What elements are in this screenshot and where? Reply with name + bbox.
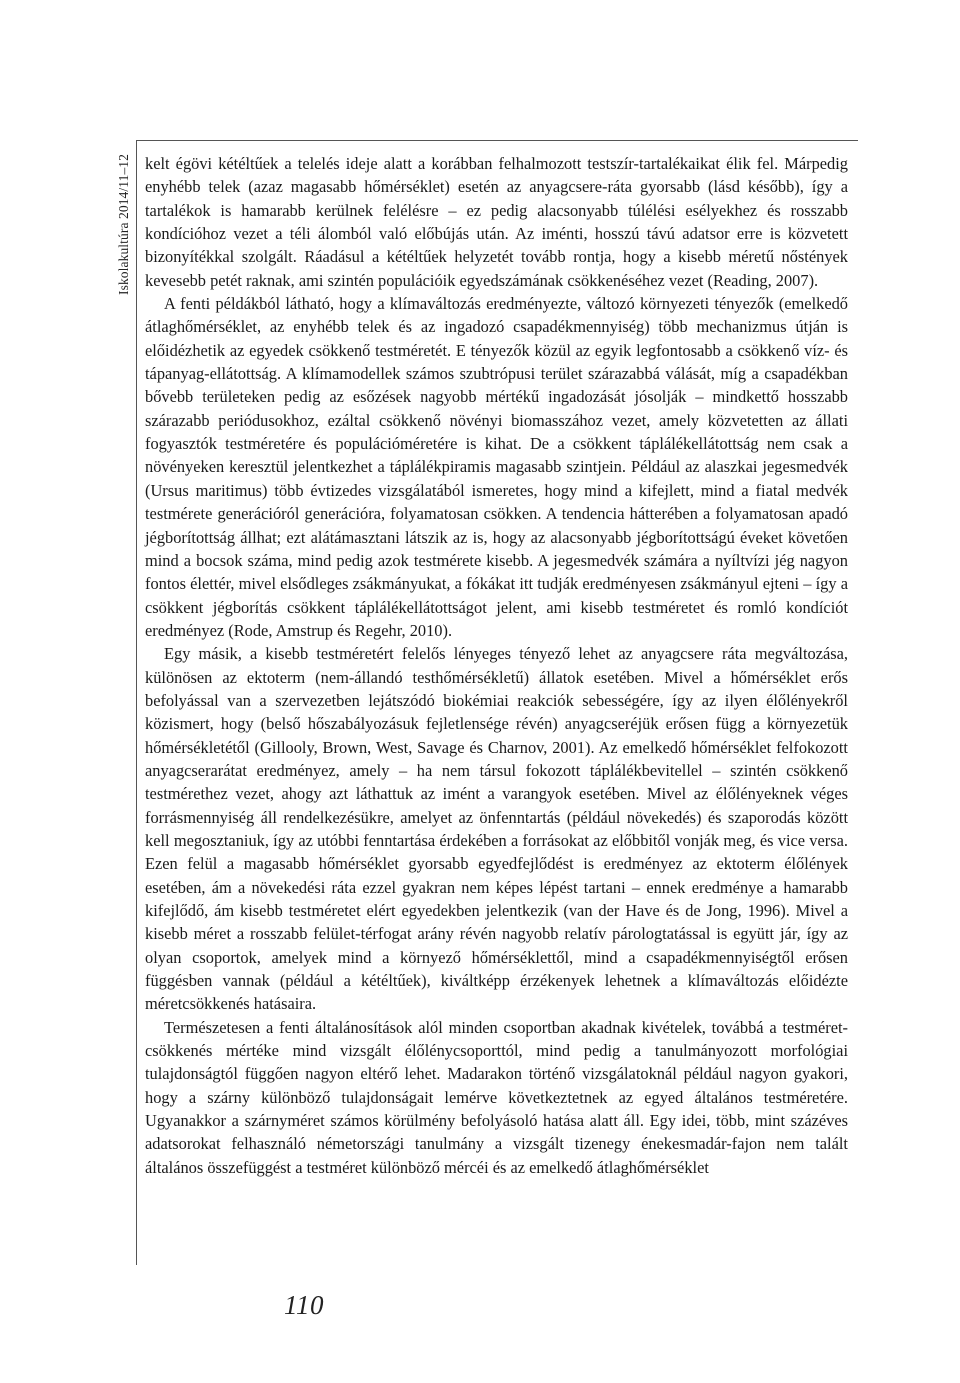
paragraph: kelt égövi kétéltűek a telelés ideje alatt a korábban felhalmozott testszír-tartalékaikat élik fel. Márpedig enyhébb telek (azaz magasabb hőmérséklet) esetén az anyagcsere-ráta gyorsabb (lásd később), így a tartalékok is hamarabb kerülnek felélésre – ez pedig alacsonyabb túlélési esélyekhez és rosszabb kondícióhoz vezet a téli álomból való előbújás után. Az iménti, hosszú távú adatsor erre is közvetett bizonyítékkal szolgált. Ráadásul a kétéltűek helyzetét tovább rontja, hogy a kisebb méretű nőstények kevesebb petét raknak, ami szintén populációik egyedszámának csökkenéséhez vezet (Reading, 2007). [145, 154, 848, 290]
running-head: Iskolakultúra 2014/11–12 [116, 153, 131, 295]
paragraph: A fenti példákból látható, hogy a klímaváltozás eredményezte, változó környezeti tényezők (emelkedő átlaghőmérséklet, az enyhébb telek és az ingadozó csapadékmennyiség) több mechanizmus útján is előidézhetik az egyedek csökkenő testméretét. E tényezők közül az egyik legfontosabb a csökkenő víz- és tápanyag-ellátottság. A klímamodellek számos szubtrópusi terület szárazabbá válását, míg a csapadékban bővebb területeken pedig az esőzések nagyobb mértékű ingadozását jósolják – mindkettő hosszabb szárazabb periódusokhoz, ezáltal csökkenő növényi biomasszához vezet, amely közvetetten az állati fogyasztók testméretére és populációméretére is kihat. De a csökkent táplálékellátottság nem csak a növényeken keresztül jelentkezhet a táplálékpiramis magasabb szintjein. Például az alaszkai jegesmedvék (Ursus maritimus) több évtizedes vizsgálatából ismeretes, hogy mind a kifejlett, mind a fiatal medvék testmérete generációról generációra, folyamatosan csökken. A tendencia hátterében a folyamatosan apadó jégborítottság állhat; ezt alátámasztani látszik az is, hogy az alacsonyabb jégborítottságú éveket követően mind a bocsok száma, mind pedig azok testmérete kisebb. A jegesmedvék számára a nyíltvízi jég nagyon fontos élettér, mivel elsődleges zsákmányukat, a fókákat itt tudják eredményesen zsákmányul ejteni – így a csökkent jégborítás csökkent táplálékellátottságot jelent, ami kisebb testméretet és romló kondíciót eredményez (Rode, Amstrup és Regehr, 2010). [145, 294, 848, 640]
page-number: 110 [284, 1290, 324, 1320]
paragraph: Egy másik, a kisebb testméretért felelős lényeges tényező lehet az anyagcsere ráta megváltozása, különösen az ektoterm (nem-állandó testhőmérsékletű) állatok esetében. Mivel a hőmérséklet erős befolyással van a szervezetben lejátszódó biokémiai reakciók sebességére, így az ilyen élőlényekről közismert, hogy (belső hőszabályozásuk fejletlensége révén) anyagcseréjük erősen függ a környezetük hőmérsékletétől (Gillooly, Brown, West, Savage és Charnov, 2001). Az emelkedő hőmérséklet felfokozott anyagcserarátat eredményez, amely – ha nem társul fokozott táplálékbevitellel – szintén csökkenő testmérethez vezet, ahogy azt láthattuk az imént a varangyok esetében. Mivel az élőlényeknek véges forrásmennyiség áll rendelkezésükre, amelyet az önfenntartás (például növekedés) és szaporodás között kell megosztaniuk, így az utóbbi fenntartása érdekében a forrásokat az előbbitől vonják meg, és vice versa. Ezen felül a magasabb hőmérséklet gyorsabb egyedfejlődést is eredményez az ektoterm élőlények esetében, ám a növekedési ráta ezzel gyakran nem képes lépést tartani – ennek eredménye a hamarabb kifejlődő, ám kisebb testméretet elért egyedekben jelentkezik (van der Have és de Jong, 1996). Mivel a kisebb méret a rosszabb felület-térfogat arány révén nagyobb relatív párologtatással is együtt jár, így az olyan csoportok, amelyek mind a környező hőmérséklettől, mind a csapadékmennyiségtől erősen függésben vannak (például a kétéltűek), kiváltképp érzékenyek lehetnek a klímaváltozás előidézte méretcsökkenés hatásaira. [145, 644, 848, 1014]
body-text [145, 152, 848, 1179]
top-rule [136, 140, 858, 141]
paragraph: Természetesen a fenti általánosítások alól minden csoportban akadnak kivételek, továbbá a testméret-csökkenés mértéke mind vizsgált élőlénycsoporttól, mind pedig a tanulmányozott morfológiai tulajdonságtól függően nagyon eltérő lehet. Madarakon történő vizsgálatoknál például nagyon gyakori, hogy a szárny különböző tulajdonságait lemérve következtetnek az egyed általános testméretére. Ugyanakkor a szárnyméret számos körülmény befolyásoló hatása alatt áll. Egy idei, több, mint százéves adatsorokat felhasználó németországi tanulmány a vizsgált tizenegy énekesmadár-fajon nem talált általános összefüggést a testméret különböző mércéi és az emelkedő átlaghőmérséklet [145, 1017, 848, 1177]
margin-rule [136, 140, 137, 1265]
